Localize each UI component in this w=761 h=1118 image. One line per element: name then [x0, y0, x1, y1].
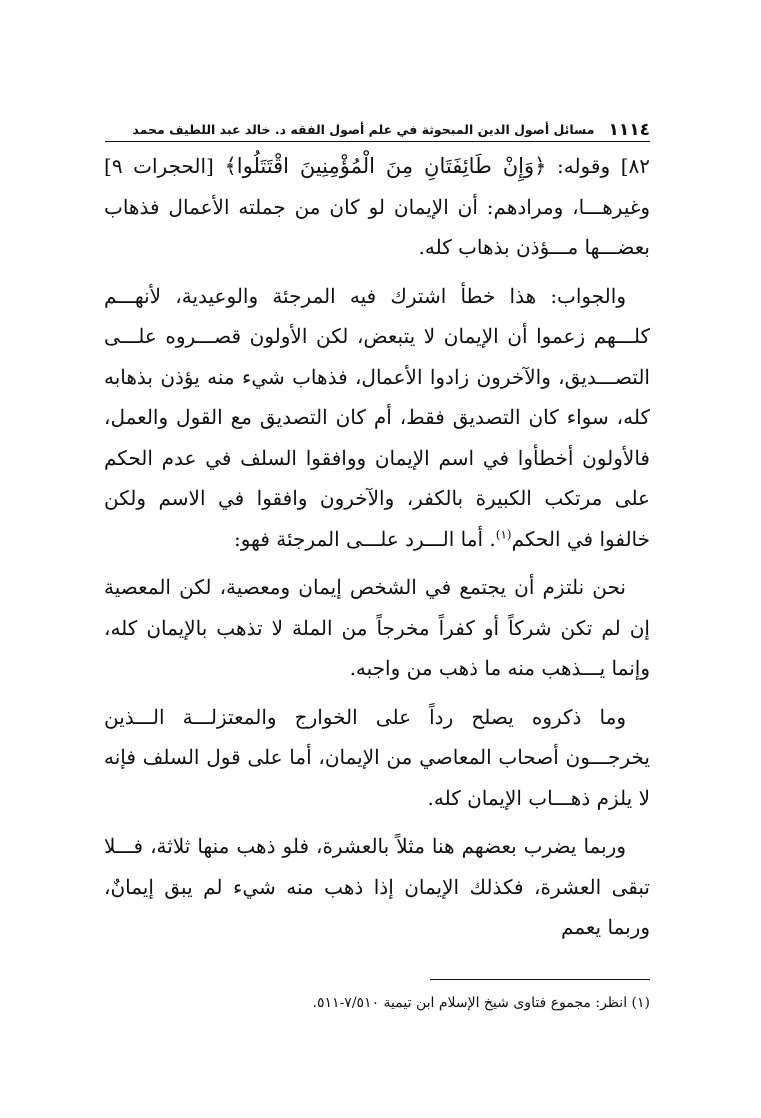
paragraph-5: وربما يضرب بعضهم هنا مثلاً بالعشرة، فلو ذهب منها ثلاثة، فـــلا تبقى العشرة، فكذلك الإيمان إذا ذهب منه شيء لم يبق إيمانٌ، وربما يعمم	[104, 834, 650, 939]
paragraph-2-text-end: . أما الـــرد علـــى المرجئة فهو:	[234, 526, 496, 551]
paragraph-1-prefix: ٨٢] وقوله:	[546, 154, 650, 178]
page-number: ١١١٤	[608, 120, 650, 140]
paragraph-3: نحن نلتزم أن يجتمع في الشخص إيمان ومعصية، لكن المعصية إن لم تكن شركاً أو كفراً مخرجاً من الملة لا تذهب بالإيمان كله، وإنما يـــذهب منه ما ذهب من واجبه.	[104, 575, 650, 680]
running-header	[105, 120, 650, 142]
paragraph-2	[104, 276, 650, 560]
footnote-reference[interactable]: (١)	[495, 526, 512, 541]
footnote-divider	[430, 979, 650, 980]
paragraph-1	[104, 146, 650, 268]
footnote-1: (١) انظر: مجموع فتاوى شيخ الإسلام ابن تيمية ٧/٥١٠-٥١١.	[312, 995, 650, 1011]
main-text	[104, 146, 650, 948]
header-title: مسائل أصول الدين المبحوثة في علم أصول الفقه د. خالد عبد اللطيف محمد	[132, 122, 595, 137]
quran-verse: ﴿وَإِنْ طَائِفَتَانِ مِنَ الْمُؤْمِنِينَ اقْتَتَلُوا﴾	[224, 154, 547, 178]
paragraph-2-text: والجواب: هذا خطأ اشترك فيه المرجئة والوعيدية، لأنهـــم كلـــهم زعموا أن الإيمان لا يتبعض، لكن الأولون قصـــروه علـــى التصـــديق، والآخرون زادوا الأعمال، فذهاب شيء منه يؤذن بذهابه كله، سواء كان التصديق فقط، أم كان التصديق مع القول والعمل، فالأولون أخطأوا في اسم الإيمان ووافقوا السلف في عدم الحكم على مرتكب الكبيرة بالكفر، والآخرون وافقوا في الاسم ولكن خالفوا في الحكم	[104, 283, 650, 551]
paragraph-1-suffix: [الحجرات ٩] وغيرهـــا، ومرادهم: أن الإيمان لو كان من جملته الأعمال فذهاب بعضـــها مـــؤذن بذهاب كله.	[104, 154, 650, 259]
paragraph-4: وما ذكروه يصلح رداً على الخوارج والمعتزلـــة الـــذين يخرجـــون أصحاب المعاصي من الإيمان، أما على قول السلف فإنه لا يلزم ذهـــاب الإيمان كله.	[104, 704, 650, 810]
